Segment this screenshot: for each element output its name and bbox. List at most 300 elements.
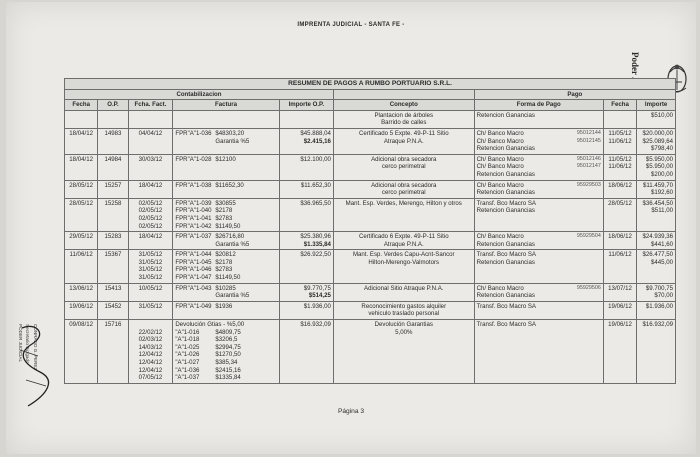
forma-pago-line: [477, 189, 601, 197]
table-row: [65, 283, 676, 301]
factura-line: [175, 367, 276, 375]
stamp-text: [15, 324, 38, 370]
factura-line: [175, 351, 276, 359]
cell-fecha-fact: [128, 283, 173, 301]
importe-op-value: $25.380,96: [300, 233, 331, 241]
factura-line: [175, 336, 276, 344]
importe-value: $26.477,50: [642, 251, 673, 259]
factura-amount: $1149,50: [215, 222, 241, 230]
cell-concepto: [333, 301, 474, 319]
forma-pago-line: [477, 207, 601, 215]
factura-amount: $20812: [215, 251, 236, 259]
cell-importe: [637, 232, 676, 250]
factura-line: [175, 200, 276, 208]
factura-line: [175, 329, 276, 337]
col-header-concepto: Concepto: [333, 100, 474, 111]
cell-importe: [637, 283, 676, 301]
cell-concepto: [333, 250, 474, 283]
cell-op: [98, 283, 128, 301]
factura-number: "A"1-036: [175, 366, 200, 374]
cell-importe-op: [279, 128, 333, 154]
cell-fecha-fact: [128, 250, 173, 283]
cell-forma-pago: [474, 320, 603, 384]
factura-line: [175, 241, 276, 249]
concepto-line: Certificado 5 Expte. 49-P-11 Sitio: [358, 129, 449, 137]
cell-op: [98, 250, 128, 283]
cell-fecha: [65, 250, 98, 283]
cell-fecha-pago: [603, 301, 636, 319]
cell-fecha: [65, 283, 98, 301]
factura-amount: $1335,84: [215, 374, 241, 382]
op-value: 14983: [104, 129, 122, 137]
factura-number: FPR"A"1-049: [175, 302, 212, 310]
fecha-pago-value: 11/06/12: [608, 137, 632, 145]
importe-value: $441,60: [650, 240, 673, 248]
cell-importe: [637, 110, 676, 128]
forma-pago-text: Transf. Bco Macro SA: [476, 251, 537, 259]
cell-factura: [173, 154, 279, 180]
cell-importe-op: [279, 301, 333, 319]
forma-pago-line: [477, 130, 601, 138]
col-header-factura: Factura: [173, 100, 279, 111]
op-value: 15283: [104, 233, 122, 241]
cell-factura: [173, 180, 279, 198]
forma-pago-text: Ch/ Banco Macro: [476, 129, 524, 137]
factura-line: [175, 359, 276, 367]
fecha-pago-value: 18/06/12: [608, 181, 632, 189]
forma-pago-text: Transf. Bco Macro SA: [476, 302, 537, 310]
factura-amount: Garantia %5: [215, 292, 250, 300]
fecha-pago-value: [606, 207, 634, 215]
factura-line: [175, 138, 276, 146]
factura-amount: Garantia %5: [215, 240, 250, 248]
importe-value: $24.939,36: [642, 233, 673, 241]
forma-pago-line: [477, 163, 601, 171]
cell-importe-op: [279, 154, 333, 180]
factura-amount: $3206,5: [215, 336, 238, 344]
cell-fecha-fact: [128, 180, 173, 198]
cell-factura: [173, 301, 279, 319]
cell-importe: [637, 250, 676, 283]
cell-factura: [173, 232, 279, 250]
fecha-fact-value: 18/04/12: [138, 233, 163, 241]
factura-number: FPR"A"1-045: [175, 258, 212, 266]
factura-amount: Garantia %5: [215, 137, 250, 145]
table-body: [65, 110, 676, 383]
factura-line: [175, 251, 276, 259]
cell-importe-op: [279, 232, 333, 250]
forma-pago-line: [477, 156, 601, 164]
factura-line: [175, 344, 276, 352]
importe-value: $798,40: [650, 145, 673, 153]
cell-importe: [637, 198, 676, 231]
fecha-value: 09/08/12: [69, 321, 94, 329]
col-header-fecha-fact: Fcha. Fact.: [128, 100, 173, 111]
cell-factura: [173, 198, 279, 231]
factura-amount: $2783: [215, 266, 233, 274]
forma-pago-ref: 95929506: [576, 284, 601, 291]
cell-importe: [637, 320, 676, 384]
factura-line: [175, 285, 276, 293]
op-value: 14984: [104, 155, 122, 163]
forma-pago-text: Retencion Ganancias: [476, 111, 535, 119]
factura-line: [175, 274, 276, 282]
cell-fecha-pago: [603, 180, 636, 198]
concepto-line: Atraque P.N.A.: [383, 137, 424, 145]
cell-fecha-pago: [603, 232, 636, 250]
forma-pago-text: Ch/ Banco Macro: [476, 181, 524, 189]
factura-number: "A"1-026: [175, 351, 200, 359]
cell-fecha-fact: [128, 198, 173, 231]
factura-number: FPR"A"1-036: [175, 129, 212, 137]
op-value: [100, 112, 125, 120]
factura-number: FPR"A"1-043: [175, 284, 212, 292]
factura-amount: $2178: [215, 258, 233, 266]
group-header-spacer: [333, 89, 474, 100]
importe-op-value: $16.932,09: [300, 321, 331, 329]
forma-pago-ref: 95012145: [576, 137, 601, 144]
fecha-fact-value: 12/04/12: [138, 351, 163, 359]
cell-fecha-fact: [128, 320, 173, 384]
factura-number: FPR"A"1-028: [175, 155, 212, 163]
forma-pago-text: Transf. Bco Macro SA: [476, 199, 537, 207]
forma-pago-line: [477, 259, 601, 267]
fecha-fact-value: [131, 112, 171, 120]
cell-fecha: [65, 198, 98, 231]
forma-pago-text: Retencion Ganancias: [476, 145, 535, 153]
fecha-fact-value: 14/03/12: [138, 343, 163, 351]
fecha-fact-value: 31/05/12: [138, 274, 163, 282]
document-page: [6, 2, 696, 454]
factura-number: FPR"A"1-039: [175, 199, 212, 207]
importe-op-value: $45.888,04: [300, 129, 331, 137]
fecha-value: 28/05/12: [69, 199, 94, 207]
concepto-line: Plantacion de árboles: [374, 111, 434, 119]
cell-fecha-pago: [603, 283, 636, 301]
cell-fecha: [65, 128, 98, 154]
importe-op-value: $514,25: [308, 292, 331, 300]
fecha-pago-value: 18/06/12: [608, 233, 632, 241]
factura-line: [175, 266, 276, 274]
op-value: 15413: [104, 284, 122, 292]
forma-pago-text: Retencion Ganancias: [476, 170, 535, 178]
col-header-fecha: Fecha: [65, 100, 98, 111]
group-header-pago: Pago: [474, 89, 675, 100]
table-row: [65, 250, 676, 283]
cell-fecha: [65, 301, 98, 319]
importe-value: $20.000,00: [642, 129, 673, 137]
cell-importe: [637, 154, 676, 180]
fecha-fact-value: 02/03/12: [138, 336, 163, 344]
cell-op: [98, 154, 128, 180]
forma-pago-text: Ch/ Banco Macro: [476, 233, 524, 241]
forma-pago-text: Ch/ Banco Macro: [476, 155, 524, 163]
concepto-line: Devolución Garantias: [374, 321, 433, 329]
fecha-pago-value: [606, 292, 634, 300]
forma-pago-ref: 95929504: [576, 233, 601, 240]
fecha-fact-value: 02/05/12: [138, 214, 163, 222]
fecha-pago-value: 11/06/12: [608, 163, 632, 171]
forma-pago-line: [477, 292, 601, 300]
forma-pago-text: Ch/ Banco Macro: [476, 284, 524, 292]
factura-number: FPR"A"1-044: [175, 251, 212, 259]
fecha-value: [67, 112, 95, 120]
cell-forma-pago: [474, 154, 603, 180]
fecha-fact-value: 10/05/12: [138, 284, 163, 292]
fecha-value: 18/04/12: [69, 129, 94, 137]
factura-amount: $11652,30: [215, 181, 244, 189]
cell-op: [98, 198, 128, 231]
concepto-line: cerco perimetral: [381, 189, 426, 197]
importe-value: $36.454,50: [642, 199, 673, 207]
col-header-importe-op: Importe O.P.: [279, 100, 333, 111]
cell-importe-op: [279, 110, 333, 128]
cell-fecha-pago: [603, 128, 636, 154]
factura-number: "A"1-027: [175, 359, 200, 366]
cell-factura: [173, 128, 279, 154]
cell-op: [98, 180, 128, 198]
cell-fecha-pago: [603, 320, 636, 384]
table-title: RESUMEN DE PAGOS A RUMBO PORTUARIO S.R.L.: [65, 79, 676, 90]
fecha-pago-value: 28/05/12: [608, 199, 632, 207]
forma-pago-line: [477, 145, 601, 153]
stamp-line: CONRADO G. PEREZ: [33, 324, 38, 371]
cell-concepto: [333, 320, 474, 384]
forma-pago-text: Retencion Ganancias: [476, 207, 535, 215]
factura-amount: $4809,75: [215, 328, 241, 336]
fecha-value: 18/04/12: [69, 155, 94, 163]
cell-forma-pago: [474, 250, 603, 283]
cell-op: [98, 320, 128, 384]
table-row: [65, 180, 676, 198]
factura-number: Devolución Gtias - %5,00: [175, 321, 245, 329]
cell-factura: [173, 250, 279, 283]
cell-forma-pago: [474, 180, 603, 198]
forma-pago-line: [477, 233, 601, 241]
concepto-line: Adicional obra secadora: [371, 155, 437, 163]
concepto-line: 5,00%: [395, 328, 413, 336]
forma-pago-ref: 95012144: [576, 129, 601, 136]
forma-pago-line: [477, 321, 601, 329]
cell-fecha-pago: [603, 154, 636, 180]
fecha-fact-value: 02/05/12: [138, 222, 163, 230]
stamp-line: PODER JUDICIAL: [17, 324, 23, 363]
fecha-fact-value: 30/03/12: [138, 155, 163, 163]
cell-concepto: [333, 154, 474, 180]
page-number: Página 3: [337, 408, 365, 415]
importe-value: $5.950,00: [645, 163, 673, 171]
fecha-pago-value: [606, 171, 634, 179]
importe-value: $5.950,00: [645, 155, 673, 163]
cell-op: [98, 128, 128, 154]
fecha-pago-value: 19/06/12: [608, 302, 632, 310]
fecha-fact-value: [131, 321, 171, 329]
payments-table: [64, 78, 676, 384]
factura-number: "A"1-018: [175, 336, 200, 344]
forma-pago-text: Ch/ Banco Macro: [476, 137, 524, 145]
cell-op: [98, 232, 128, 250]
importe-value: $200,00: [650, 170, 673, 178]
concepto-line: Mant. Esp. Verdes, Merengo, Hilton y otros: [345, 199, 462, 207]
cell-importe-op: [279, 198, 333, 231]
table-row: [65, 301, 676, 319]
table-row: [65, 128, 676, 154]
group-header-contabilizacion: Contabilizacion: [65, 89, 334, 100]
forma-pago-line: [477, 112, 601, 120]
cell-forma-pago: [474, 283, 603, 301]
forma-pago-text: Retencion Ganancias: [476, 189, 535, 197]
factura-amount: $2994,75: [215, 343, 241, 351]
fecha-pago-value: 11/05/12: [608, 129, 632, 137]
factura-line: [175, 156, 276, 164]
fecha-pago-value: 11/05/12: [608, 155, 632, 163]
factura-line: [175, 223, 276, 231]
importe-op-value: $1.335,84: [303, 240, 331, 248]
factura-amount: $48303,20: [215, 129, 245, 137]
op-value: 15257: [104, 181, 122, 189]
table-row: [65, 198, 676, 231]
forma-pago-text: Ch/ Banco Macro: [476, 163, 524, 171]
header-title: IMPRENTA JUDICIAL - SANTA FE -: [297, 22, 405, 28]
cell-concepto: [333, 128, 474, 154]
forma-pago-line: [477, 285, 601, 293]
cell-forma-pago: [474, 110, 603, 128]
cell-fecha-fact: [128, 110, 173, 128]
factura-number: FPR"A"1-042: [175, 222, 212, 230]
fecha-pago-value: [606, 112, 634, 120]
factura-line: [175, 374, 276, 382]
cell-fecha-pago: [603, 250, 636, 283]
factura-number: FPR"A"1-037: [175, 233, 212, 241]
cell-fecha: [65, 154, 98, 180]
col-header-op: O.P.: [98, 100, 128, 111]
cell-factura: [173, 320, 279, 384]
fecha-pago-value: 19/06/12: [608, 321, 632, 329]
importe-op-value: $2.415,16: [303, 137, 331, 145]
cell-importe: [637, 128, 676, 154]
fecha-value: 19/06/12: [69, 302, 94, 310]
importe-value: $511,00: [651, 207, 673, 215]
factura-line: [175, 303, 276, 311]
forma-pago-line: [477, 251, 601, 259]
forma-pago-line: [477, 182, 601, 190]
fecha-fact-value: 12/04/12: [138, 359, 163, 366]
importe-value: $16.932,09: [642, 321, 673, 329]
factura-line: [175, 292, 276, 300]
col-header-fecha-pago: Fecha: [603, 100, 636, 111]
importe-op-value: $12.100,00: [300, 155, 331, 163]
fecha-fact-value: 02/05/12: [138, 199, 163, 207]
cell-concepto: [333, 283, 474, 301]
cell-fecha: [65, 110, 98, 128]
importe-op-value: $11.652,30: [300, 181, 331, 189]
factura-number: "A"1-037: [175, 374, 200, 382]
cell-fecha-fact: [128, 128, 173, 154]
op-value: 15367: [104, 251, 122, 259]
stamp-line: Secretario Juzgado: [25, 324, 31, 364]
importe-op-value: $26.922,50: [300, 251, 331, 259]
fecha-fact-value: 22/02/12: [138, 328, 163, 336]
fecha-fact-value: 31/05/12: [138, 251, 163, 259]
cell-concepto: [333, 180, 474, 198]
factura-amount: $10285: [215, 284, 236, 292]
factura-line: [175, 321, 276, 329]
forma-pago-ref: 95012147: [576, 163, 601, 170]
factura-number: "A"1-025: [175, 343, 200, 351]
table-row: [65, 110, 676, 128]
factura-amount: $26716,80: [215, 233, 245, 241]
cell-op: [98, 301, 128, 319]
factura-line: [175, 207, 276, 215]
cell-importe-op: [279, 250, 333, 283]
factura-amount: $1270,50: [215, 351, 241, 359]
forma-pago-ref: 95012146: [576, 155, 601, 162]
fecha-fact-value: 31/05/12: [138, 302, 163, 310]
forma-pago-ref: 95929503: [576, 181, 601, 188]
cell-importe-op: [279, 320, 333, 384]
factura-amount: $1149,50: [215, 274, 241, 282]
cell-factura: [173, 110, 279, 128]
factura-amount: $2178: [215, 207, 233, 215]
forma-pago-line: [477, 200, 601, 208]
forma-pago-text: Transf. Bco Macro SA: [476, 321, 537, 329]
importe-value: $9.700,75: [645, 284, 673, 292]
payments-table-container: [64, 78, 676, 384]
importe-value: $11.459,70: [642, 181, 673, 189]
cell-factura: [173, 283, 279, 301]
importe-value: $510,00: [650, 111, 673, 119]
table-row: [65, 232, 676, 250]
fecha-value: 28/05/12: [69, 181, 94, 189]
factura-line: [175, 233, 276, 241]
importe-value: $70,00: [654, 292, 673, 300]
factura-amount: $385,34: [215, 359, 238, 366]
factura-line: [175, 130, 276, 138]
fecha-fact-value: 31/05/12: [138, 258, 163, 266]
col-header-importe: Importe: [637, 100, 676, 111]
forma-pago-text: Retencion Ganancias: [476, 258, 535, 266]
importe-value: $192,60: [650, 189, 673, 197]
cell-concepto: [333, 232, 474, 250]
cell-forma-pago: [474, 128, 603, 154]
concepto-line: Adicional obra secadora: [371, 181, 437, 189]
forma-pago-line: [477, 171, 601, 179]
importe-op-value: [282, 112, 331, 120]
cell-concepto: [333, 198, 474, 231]
cell-forma-pago: [474, 232, 603, 250]
factura-line: [175, 182, 276, 190]
table-row: [65, 154, 676, 180]
factura-amount: $30855: [215, 199, 236, 207]
table-row: [65, 320, 676, 384]
concepto-line: vehiculo traslado personal: [368, 310, 440, 318]
cell-fecha-pago: [603, 110, 636, 128]
factura-number: FPR"A"1-040: [175, 207, 212, 215]
importe-value: $1.936,00: [645, 302, 673, 310]
factura-line: [175, 215, 276, 223]
fecha-pago-value: 13/07/12: [608, 284, 632, 292]
forma-pago-line: [477, 241, 601, 249]
forma-pago-text: Retencion Ganancias: [476, 240, 535, 248]
fecha-value: 29/05/12: [69, 233, 94, 241]
op-value: 15258: [104, 199, 122, 207]
forma-pago-line: [477, 138, 601, 146]
concepto-line: Hilton-Merengo-Valmotors: [368, 258, 440, 266]
fecha-fact-value: 04/04/12: [138, 129, 163, 137]
cell-importe-op: [279, 283, 333, 301]
cell-fecha-fact: [128, 301, 173, 319]
cell-fecha-pago: [603, 198, 636, 231]
